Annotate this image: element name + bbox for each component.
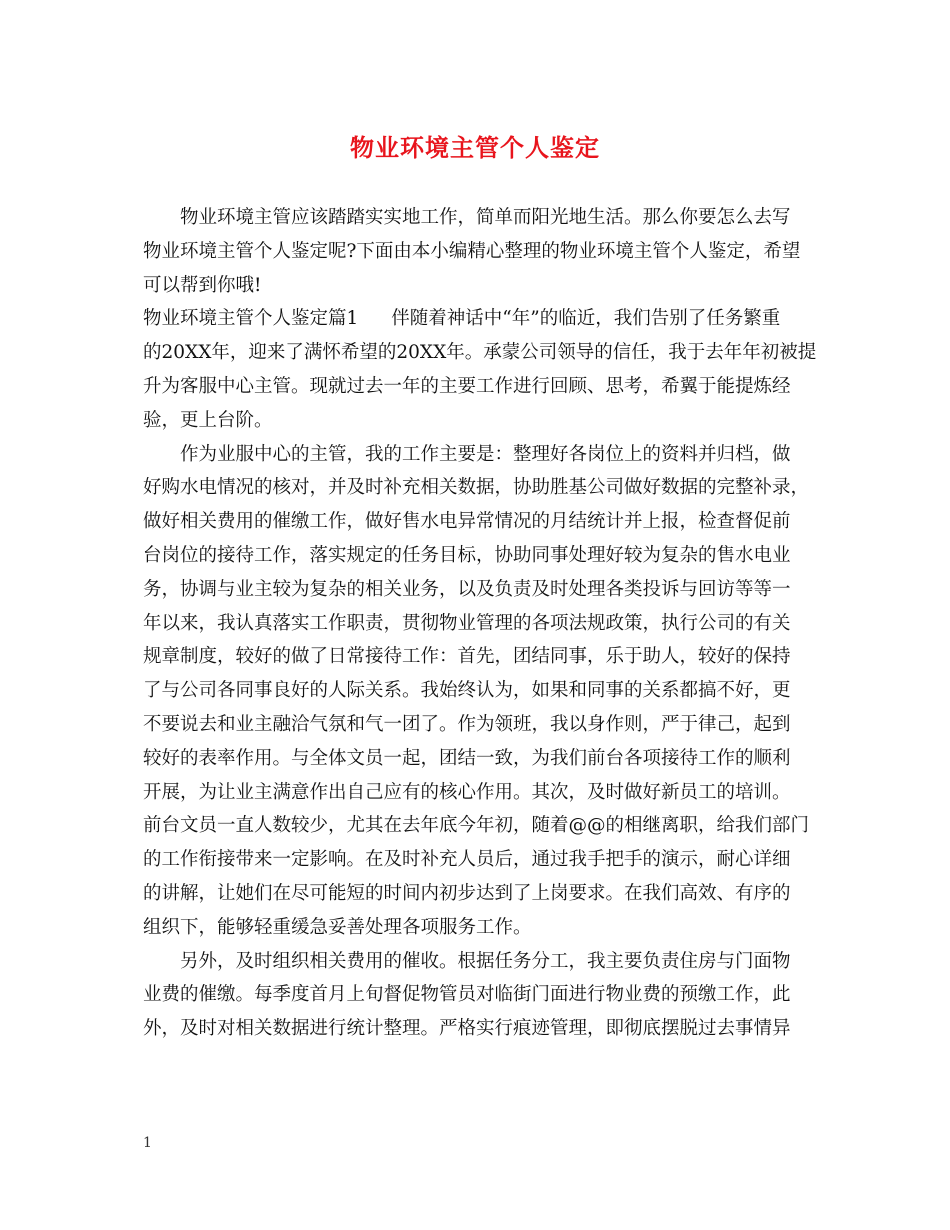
paragraph-3-line-11: 开展，为让业主满意作出自己应有的核心作用。其次，及时做好新员工的培训。: [143, 781, 791, 803]
document-body: [143, 201, 817, 1046]
page-number: 1: [143, 1135, 152, 1151]
paragraph-4-line-3: 外，及时对相关数据进行统计整理。严格实行痕迹管理，即彻底摆脱过去事情异: [143, 1018, 791, 1040]
paragraph-3-line-4: 台岗位的接待工作，落实规定的任务目标，协助同事处理好较为复杂的售水电业: [143, 544, 791, 566]
paragraph-2-line-1-text: 伴随着神话中“年”的临近，我们告别了任务繁重: [391, 308, 781, 330]
paragraph-3-line-9: 不要说去和业主融洽气氛和气一团了。作为领班，我以身作则，严于律己，起到: [143, 713, 791, 735]
paragraph-2-line-2: 的20XX年，迎来了满怀希望的20XX年。承蒙公司领导的信任，我于去年年初被提: [143, 342, 817, 364]
paragraph-3-line-1: 作为业服中心的主管，我的工作主要是：整理好各岗位上的资料并归档，做: [180, 443, 791, 465]
paragraph-4-line-2: 业费的催缴。每季度首月上旬督促物管员对临街门面进行物业费的预缴工作，此: [143, 984, 791, 1006]
paragraph-1-line-1: 物业环境主管应该踏踏实实地工作，简单而阳光地生活。那么你要怎么去写: [180, 207, 791, 228]
paragraph-2-line-3: 升为客服中心主管。现就过去一年的主要工作进行回顾、思考，希翼于能提炼经: [143, 375, 791, 397]
section-heading: 物业环境主管个人鉴定篇1: [143, 308, 359, 330]
paragraph-3-line-12: 前台文员一直人数较少，尤其在去年底今年初，随着@@的相继离职，给我们部门: [143, 815, 810, 837]
paragraph-1-line-2: 物业环境主管个人鉴定呢?下面由本小编精心整理的物业环境主管个人鉴定，希望: [143, 240, 801, 262]
document-title: 物业环境主管个人鉴定: [350, 133, 600, 162]
paragraph-3-line-5: 务，协调与业主较为复杂的相关业务，以及负责及时处理各类投诉与回访等等一: [143, 578, 791, 600]
paragraph-3-line-8: 了与公司各同事良好的人际关系。我始终认为，如果和同事的关系都搞不好，更: [143, 680, 791, 702]
paragraph-3-line-7: 规章制度，较好的做了日常接待工作：首先，团结同事，乐于助人，较好的保持: [143, 646, 791, 668]
paragraph-3-line-14: 的讲解，让她们在尽可能短的时间内初步达到了上岗要求。在我们高效、有序的: [143, 882, 791, 904]
paragraph-3-line-13: 的工作衔接带来一定影响。在及时补充人员后，通过我手把手的演示，耐心详细: [143, 849, 791, 871]
paragraph-3-line-6: 年以来，我认真落实工作职责，贯彻物业管理的各项法规政策，执行公司的有关: [143, 612, 791, 634]
paragraph-4-line-1: 另外，及时组织相关费用的催收。根据任务分工，我主要负责住房与门面物: [180, 950, 791, 972]
paragraph-3-line-2: 好购水电情况的核对，并及时补充相关数据，协助胜基公司做好数据的完整补录，: [143, 477, 810, 499]
paragraph-3-line-15: 组织下，能够轻重缓急妥善处理各项服务工作。: [143, 916, 532, 938]
paragraph-3-line-3: 做好相关费用的催缴工作，做好售水电异常情况的月结统计并上报，检查督促前: [143, 511, 791, 533]
paragraph-3-line-10: 较好的表率作用。与全体文员一起，团结一致，为我们前台各项接待工作的顺利: [143, 747, 791, 769]
paragraph-2-line-1: [143, 302, 809, 336]
paragraph-1-line-3: 可以帮到你哦!: [143, 274, 262, 296]
paragraph-2-line-4: 验，更上台阶。: [143, 409, 273, 431]
